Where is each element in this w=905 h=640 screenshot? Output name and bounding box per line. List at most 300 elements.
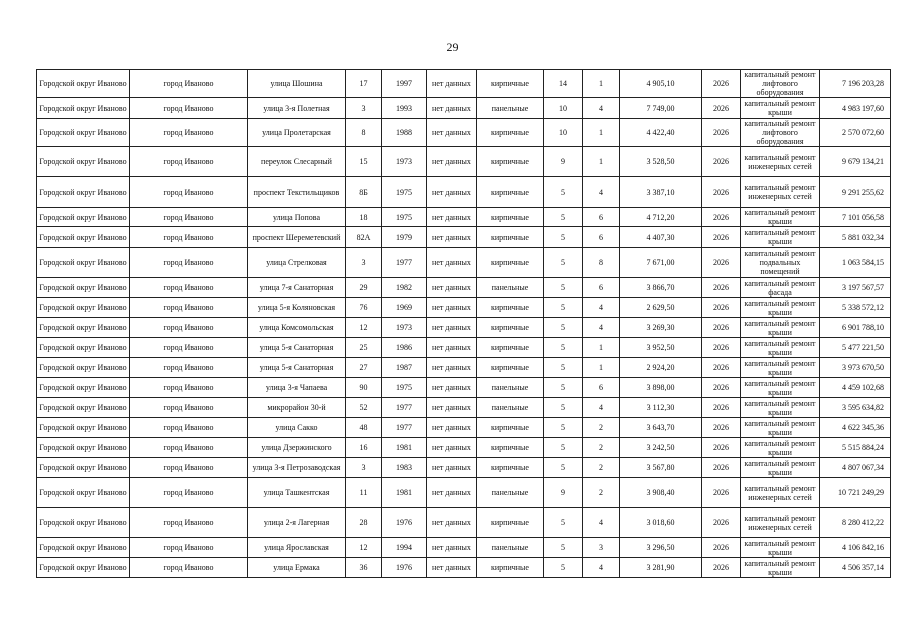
cell-municipality: Городской округ Иваново <box>37 378 130 398</box>
cell-floors: 9 <box>544 147 583 177</box>
cell-house-number: 90 <box>346 378 382 398</box>
cell-year: 2026 <box>702 147 741 177</box>
cell-build-year: 1975 <box>382 208 427 227</box>
cell-wall-material: панельные <box>477 398 544 418</box>
cell-settlement: город Иваново <box>130 227 248 248</box>
cell-cost: 5 515 884,24 <box>820 438 891 458</box>
cell-street: улица 3-я Чапаева <box>248 378 346 398</box>
cell-entrances: 4 <box>583 298 620 318</box>
cell-wall-material: кирпичные <box>477 458 544 478</box>
cell-build-year: 1993 <box>382 98 427 119</box>
cell-work-type: капитальный ремонт инженерных сетей <box>741 147 820 177</box>
cell-data-status: нет данных <box>427 538 477 558</box>
cell-floors: 5 <box>544 318 583 338</box>
cell-area: 3 643,70 <box>620 418 702 438</box>
cell-data-status: нет данных <box>427 208 477 227</box>
cell-house-number: 28 <box>346 508 382 538</box>
cell-cost: 4 106 842,16 <box>820 538 891 558</box>
cell-settlement: город Иваново <box>130 278 248 298</box>
cell-house-number: 3 <box>346 248 382 278</box>
cell-work-type: капитальный ремонт крыши <box>741 418 820 438</box>
cell-house-number: 27 <box>346 358 382 378</box>
table-row <box>37 418 891 438</box>
cell-entrances: 2 <box>583 418 620 438</box>
cell-wall-material: кирпичные <box>477 318 544 338</box>
cell-year: 2026 <box>702 70 741 98</box>
cell-cost: 4 506 357,14 <box>820 558 891 578</box>
cell-area: 3 908,40 <box>620 478 702 508</box>
data-table <box>36 69 891 578</box>
cell-floors: 14 <box>544 70 583 98</box>
table-row <box>37 177 891 208</box>
cell-entrances: 6 <box>583 208 620 227</box>
cell-settlement: город Иваново <box>130 119 248 147</box>
cell-entrances: 4 <box>583 398 620 418</box>
cell-floors: 5 <box>544 418 583 438</box>
cell-municipality: Городской округ Иваново <box>37 227 130 248</box>
cell-street: переулок Слесарный <box>248 147 346 177</box>
cell-build-year: 1988 <box>382 119 427 147</box>
cell-year: 2026 <box>702 338 741 358</box>
cell-settlement: город Иваново <box>130 418 248 438</box>
cell-year: 2026 <box>702 358 741 378</box>
cell-work-type: капитальный ремонт крыши <box>741 227 820 248</box>
cell-house-number: 8Б <box>346 177 382 208</box>
cell-build-year: 1981 <box>382 438 427 458</box>
cell-build-year: 1983 <box>382 458 427 478</box>
cell-settlement: город Иваново <box>130 458 248 478</box>
cell-entrances: 1 <box>583 358 620 378</box>
cell-build-year: 1977 <box>382 398 427 418</box>
cell-cost: 7 101 056,58 <box>820 208 891 227</box>
cell-wall-material: кирпичные <box>477 438 544 458</box>
cell-data-status: нет данных <box>427 508 477 538</box>
cell-area: 4 712,20 <box>620 208 702 227</box>
cell-settlement: город Иваново <box>130 70 248 98</box>
cell-municipality: Городской округ Иваново <box>37 278 130 298</box>
cell-house-number: 16 <box>346 438 382 458</box>
cell-street: микрорайон 30-й <box>248 398 346 418</box>
cell-build-year: 1977 <box>382 418 427 438</box>
cell-cost: 3 197 567,57 <box>820 278 891 298</box>
cell-settlement: город Иваново <box>130 438 248 458</box>
cell-area: 3 018,60 <box>620 508 702 538</box>
cell-work-type: капитальный ремонт крыши <box>741 398 820 418</box>
cell-wall-material: панельные <box>477 478 544 508</box>
cell-data-status: нет данных <box>427 177 477 208</box>
cell-year: 2026 <box>702 177 741 208</box>
table-row <box>37 227 891 248</box>
cell-floors: 5 <box>544 298 583 318</box>
cell-build-year: 1977 <box>382 248 427 278</box>
cell-street: улица Ярославская <box>248 538 346 558</box>
cell-floors: 10 <box>544 119 583 147</box>
cell-floors: 5 <box>544 278 583 298</box>
cell-data-status: нет данных <box>427 458 477 478</box>
cell-municipality: Городской округ Иваново <box>37 458 130 478</box>
cell-wall-material: кирпичные <box>477 177 544 208</box>
cell-settlement: город Иваново <box>130 298 248 318</box>
cell-street: улица Шошина <box>248 70 346 98</box>
cell-floors: 5 <box>544 378 583 398</box>
cell-entrances: 6 <box>583 378 620 398</box>
cell-house-number: 3 <box>346 458 382 478</box>
cell-area: 3 112,30 <box>620 398 702 418</box>
cell-year: 2026 <box>702 508 741 538</box>
cell-area: 3 866,70 <box>620 278 702 298</box>
cell-data-status: нет данных <box>427 438 477 458</box>
cell-floors: 5 <box>544 538 583 558</box>
cell-municipality: Городской округ Иваново <box>37 558 130 578</box>
table-row <box>37 98 891 119</box>
cell-data-status: нет данных <box>427 248 477 278</box>
cell-entrances: 8 <box>583 248 620 278</box>
cell-data-status: нет данных <box>427 298 477 318</box>
cell-house-number: 15 <box>346 147 382 177</box>
cell-build-year: 1994 <box>382 538 427 558</box>
cell-year: 2026 <box>702 458 741 478</box>
cell-build-year: 1973 <box>382 147 427 177</box>
cell-street: проспект Шереметевский <box>248 227 346 248</box>
cell-municipality: Городской округ Иваново <box>37 318 130 338</box>
cell-area: 3 898,00 <box>620 378 702 398</box>
cell-wall-material: кирпичные <box>477 227 544 248</box>
cell-year: 2026 <box>702 558 741 578</box>
cell-street: улица Пролетарская <box>248 119 346 147</box>
cell-street: улица Дзержинского <box>248 438 346 458</box>
cell-street: улица 2-я Лагерная <box>248 508 346 538</box>
cell-house-number: 17 <box>346 70 382 98</box>
cell-year: 2026 <box>702 248 741 278</box>
table-row <box>37 458 891 478</box>
cell-settlement: город Иваново <box>130 318 248 338</box>
cell-settlement: город Иваново <box>130 248 248 278</box>
cell-entrances: 1 <box>583 147 620 177</box>
cell-area: 3 567,80 <box>620 458 702 478</box>
cell-floors: 5 <box>544 398 583 418</box>
table-row <box>37 378 891 398</box>
cell-settlement: город Иваново <box>130 398 248 418</box>
cell-street: улица Сакко <box>248 418 346 438</box>
cell-area: 3 269,30 <box>620 318 702 338</box>
cell-area: 3 242,50 <box>620 438 702 458</box>
cell-area: 4 905,10 <box>620 70 702 98</box>
cell-year: 2026 <box>702 98 741 119</box>
cell-data-status: нет данных <box>427 227 477 248</box>
cell-settlement: город Иваново <box>130 378 248 398</box>
cell-house-number: 82А <box>346 227 382 248</box>
table-row <box>37 147 891 177</box>
cell-house-number: 18 <box>346 208 382 227</box>
cell-build-year: 1987 <box>382 358 427 378</box>
cell-street: улица 5-я Санаторная <box>248 358 346 378</box>
table-row <box>37 208 891 227</box>
cell-settlement: город Иваново <box>130 478 248 508</box>
cell-floors: 10 <box>544 98 583 119</box>
cell-wall-material: панельные <box>477 538 544 558</box>
cell-municipality: Городской округ Иваново <box>37 478 130 508</box>
cell-floors: 5 <box>544 508 583 538</box>
cell-municipality: Городской округ Иваново <box>37 508 130 538</box>
cell-street: улица Ташкентская <box>248 478 346 508</box>
cell-entrances: 6 <box>583 278 620 298</box>
cell-data-status: нет данных <box>427 398 477 418</box>
cell-entrances: 1 <box>583 338 620 358</box>
cell-cost: 1 063 584,15 <box>820 248 891 278</box>
cell-street: улица 5-я Санаторная <box>248 338 346 358</box>
cell-data-status: нет данных <box>427 558 477 578</box>
cell-cost: 3 595 634,82 <box>820 398 891 418</box>
cell-wall-material: кирпичные <box>477 358 544 378</box>
cell-work-type: капитальный ремонт лифтового оборудования <box>741 119 820 147</box>
cell-cost: 4 983 197,60 <box>820 98 891 119</box>
cell-municipality: Городской округ Иваново <box>37 70 130 98</box>
cell-work-type: капитальный ремонт инженерных сетей <box>741 478 820 508</box>
cell-build-year: 1973 <box>382 318 427 338</box>
cell-house-number: 12 <box>346 538 382 558</box>
cell-municipality: Городской округ Иваново <box>37 298 130 318</box>
cell-house-number: 76 <box>346 298 382 318</box>
cell-entrances: 4 <box>583 318 620 338</box>
cell-wall-material: панельные <box>477 98 544 119</box>
cell-entrances: 4 <box>583 177 620 208</box>
cell-entrances: 4 <box>583 558 620 578</box>
cell-year: 2026 <box>702 298 741 318</box>
cell-data-status: нет данных <box>427 478 477 508</box>
cell-data-status: нет данных <box>427 70 477 98</box>
cell-floors: 5 <box>544 338 583 358</box>
cell-cost: 9 291 255,62 <box>820 177 891 208</box>
table-row <box>37 278 891 298</box>
cell-entrances: 2 <box>583 438 620 458</box>
table-row <box>37 119 891 147</box>
cell-work-type: капитальный ремонт крыши <box>741 318 820 338</box>
cell-street: проспект Текстильщиков <box>248 177 346 208</box>
table-row <box>37 358 891 378</box>
cell-work-type: капитальный ремонт крыши <box>741 538 820 558</box>
cell-work-type: капитальный ремонт крыши <box>741 98 820 119</box>
cell-settlement: город Иваново <box>130 208 248 227</box>
cell-year: 2026 <box>702 227 741 248</box>
cell-year: 2026 <box>702 318 741 338</box>
cell-cost: 6 901 788,10 <box>820 318 891 338</box>
cell-area: 3 296,50 <box>620 538 702 558</box>
cell-wall-material: кирпичные <box>477 298 544 318</box>
cell-area: 7 671,00 <box>620 248 702 278</box>
cell-build-year: 1986 <box>382 338 427 358</box>
cell-cost: 5 881 032,34 <box>820 227 891 248</box>
cell-cost: 9 679 134,21 <box>820 147 891 177</box>
cell-work-type: капитальный ремонт лифтового оборудования <box>741 70 820 98</box>
table-row <box>37 558 891 578</box>
cell-house-number: 3 <box>346 98 382 119</box>
table-row <box>37 338 891 358</box>
cell-municipality: Городской округ Иваново <box>37 418 130 438</box>
cell-wall-material: панельные <box>477 378 544 398</box>
cell-wall-material: панельные <box>477 278 544 298</box>
cell-municipality: Городской округ Иваново <box>37 398 130 418</box>
cell-data-status: нет данных <box>427 98 477 119</box>
cell-entrances: 1 <box>583 119 620 147</box>
cell-floors: 5 <box>544 558 583 578</box>
cell-municipality: Городской округ Иваново <box>37 98 130 119</box>
cell-build-year: 1997 <box>382 70 427 98</box>
cell-municipality: Городской округ Иваново <box>37 358 130 378</box>
cell-wall-material: кирпичные <box>477 418 544 438</box>
cell-build-year: 1979 <box>382 227 427 248</box>
cell-settlement: город Иваново <box>130 358 248 378</box>
cell-street: улица 7-я Санаторная <box>248 278 346 298</box>
cell-settlement: город Иваново <box>130 98 248 119</box>
cell-build-year: 1976 <box>382 558 427 578</box>
cell-work-type: капитальный ремонт крыши <box>741 558 820 578</box>
cell-municipality: Городской округ Иваново <box>37 438 130 458</box>
cell-area: 3 952,50 <box>620 338 702 358</box>
cell-house-number: 48 <box>346 418 382 438</box>
cell-house-number: 11 <box>346 478 382 508</box>
cell-data-status: нет данных <box>427 378 477 398</box>
cell-area: 4 422,40 <box>620 119 702 147</box>
cell-floors: 5 <box>544 208 583 227</box>
cell-municipality: Городской округ Иваново <box>37 177 130 208</box>
cell-municipality: Городской округ Иваново <box>37 338 130 358</box>
cell-settlement: город Иваново <box>130 338 248 358</box>
cell-build-year: 1975 <box>382 378 427 398</box>
cell-floors: 5 <box>544 458 583 478</box>
cell-area: 3 281,90 <box>620 558 702 578</box>
page-number: 29 <box>446 40 459 54</box>
cell-build-year: 1982 <box>382 278 427 298</box>
cell-work-type: капитальный ремонт крыши <box>741 458 820 478</box>
cell-data-status: нет данных <box>427 418 477 438</box>
cell-street: улица Попова <box>248 208 346 227</box>
cell-area: 2 924,20 <box>620 358 702 378</box>
cell-year: 2026 <box>702 378 741 398</box>
cell-floors: 5 <box>544 248 583 278</box>
cell-cost: 4 807 067,34 <box>820 458 891 478</box>
cell-floors: 5 <box>544 177 583 208</box>
cell-cost: 10 721 249,29 <box>820 478 891 508</box>
cell-entrances: 4 <box>583 98 620 119</box>
cell-year: 2026 <box>702 278 741 298</box>
cell-municipality: Городской округ Иваново <box>37 248 130 278</box>
cell-year: 2026 <box>702 398 741 418</box>
cell-settlement: город Иваново <box>130 538 248 558</box>
cell-municipality: Городской округ Иваново <box>37 119 130 147</box>
cell-cost: 7 196 203,28 <box>820 70 891 98</box>
cell-municipality: Городской округ Иваново <box>37 147 130 177</box>
cell-area: 2 629,50 <box>620 298 702 318</box>
cell-area: 3 387,10 <box>620 177 702 208</box>
cell-floors: 5 <box>544 358 583 378</box>
table-row <box>37 398 891 418</box>
cell-settlement: город Иваново <box>130 147 248 177</box>
cell-wall-material: кирпичные <box>477 208 544 227</box>
cell-wall-material: кирпичные <box>477 119 544 147</box>
cell-entrances: 3 <box>583 538 620 558</box>
cell-cost: 3 973 670,50 <box>820 358 891 378</box>
cell-floors: 5 <box>544 438 583 458</box>
cell-build-year: 1969 <box>382 298 427 318</box>
cell-house-number: 12 <box>346 318 382 338</box>
cell-cost: 5 338 572,12 <box>820 298 891 318</box>
cell-year: 2026 <box>702 478 741 508</box>
cell-data-status: нет данных <box>427 338 477 358</box>
cell-wall-material: кирпичные <box>477 147 544 177</box>
cell-entrances: 2 <box>583 478 620 508</box>
cell-street: улица 3-я Петрозаводская <box>248 458 346 478</box>
cell-work-type: капитальный ремонт инженерных сетей <box>741 508 820 538</box>
cell-house-number: 29 <box>346 278 382 298</box>
cell-cost: 2 570 072,60 <box>820 119 891 147</box>
cell-wall-material: кирпичные <box>477 338 544 358</box>
cell-build-year: 1976 <box>382 508 427 538</box>
cell-settlement: город Иваново <box>130 177 248 208</box>
cell-work-type: капитальный ремонт крыши <box>741 378 820 398</box>
cell-street: улица Комсомольская <box>248 318 346 338</box>
cell-data-status: нет данных <box>427 119 477 147</box>
cell-area: 3 528,50 <box>620 147 702 177</box>
table-row <box>37 248 891 278</box>
cell-year: 2026 <box>702 438 741 458</box>
cell-data-status: нет данных <box>427 318 477 338</box>
cell-settlement: город Иваново <box>130 558 248 578</box>
cell-wall-material: кирпичные <box>477 558 544 578</box>
cell-street: улица Стрелковая <box>248 248 346 278</box>
table-row <box>37 478 891 508</box>
table-body <box>37 70 891 578</box>
cell-year: 2026 <box>702 418 741 438</box>
table-row <box>37 508 891 538</box>
cell-entrances: 2 <box>583 458 620 478</box>
cell-work-type: капитальный ремонт крыши <box>741 438 820 458</box>
cell-street: улица Ермака <box>248 558 346 578</box>
cell-cost: 4 622 345,36 <box>820 418 891 438</box>
cell-wall-material: кирпичные <box>477 70 544 98</box>
cell-entrances: 4 <box>583 508 620 538</box>
cell-floors: 9 <box>544 478 583 508</box>
cell-build-year: 1975 <box>382 177 427 208</box>
cell-street: улица 5-я Коляновская <box>248 298 346 318</box>
cell-work-type: капитальный ремонт инженерных сетей <box>741 177 820 208</box>
cell-settlement: город Иваново <box>130 508 248 538</box>
cell-area: 4 407,30 <box>620 227 702 248</box>
cell-work-type: капитальный ремонт крыши <box>741 358 820 378</box>
cell-build-year: 1981 <box>382 478 427 508</box>
cell-year: 2026 <box>702 208 741 227</box>
cell-year: 2026 <box>702 119 741 147</box>
cell-street: улица 3-я Полетная <box>248 98 346 119</box>
table-row <box>37 70 891 98</box>
cell-data-status: нет данных <box>427 278 477 298</box>
table-row <box>37 318 891 338</box>
cell-work-type: капитальный ремонт фасада <box>741 278 820 298</box>
cell-house-number: 52 <box>346 398 382 418</box>
cell-wall-material: кирпичные <box>477 248 544 278</box>
cell-area: 7 749,00 <box>620 98 702 119</box>
cell-house-number: 8 <box>346 119 382 147</box>
cell-entrances: 1 <box>583 70 620 98</box>
cell-work-type: капитальный ремонт крыши <box>741 208 820 227</box>
cell-municipality: Городской округ Иваново <box>37 538 130 558</box>
cell-wall-material: кирпичные <box>477 508 544 538</box>
cell-cost: 8 280 412,22 <box>820 508 891 538</box>
table-row <box>37 438 891 458</box>
cell-work-type: капитальный ремонт крыши <box>741 298 820 318</box>
cell-data-status: нет данных <box>427 358 477 378</box>
cell-municipality: Городской округ Иваново <box>37 208 130 227</box>
cell-data-status: нет данных <box>427 147 477 177</box>
